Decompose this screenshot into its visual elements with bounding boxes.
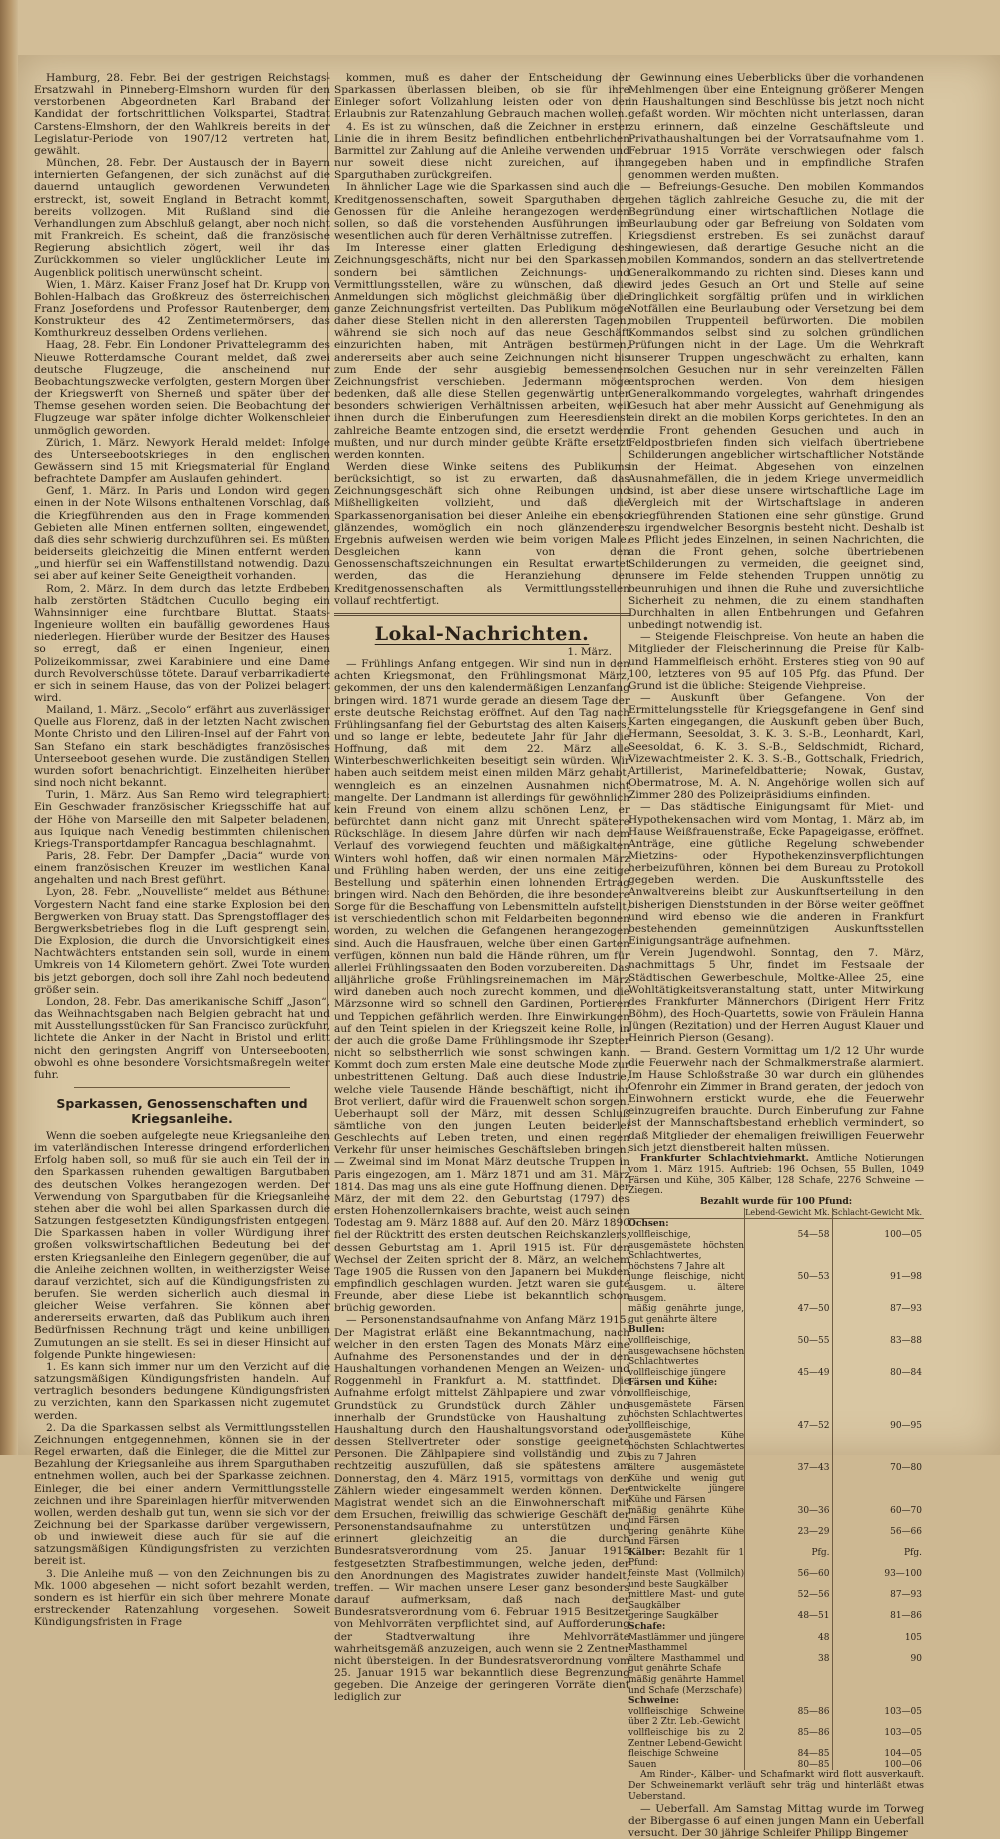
market-price-lebend: 56—60: [745, 1569, 832, 1590]
market-title: Frankfurter Schlachtviehmarkt.: [640, 1152, 809, 1164]
market-row-label: [628, 1633, 745, 1654]
article-paragraph: 2. Da die Sparkassen selbst als Vermittlungsstellen Zeichnungen entgegennehmen, können sie in der Regel erwarten, daß die Einleger, die die Mittel zur Bezahlung der Kriegsanleihe aus ihrem Sparguthaben entnehmen wollen, auch bei der Sparkasse zeichnen. Einleger, die bei einer andern Vermittlungsstelle zeichnen und ihre Spareinlagen hierfür mitverwenden wollen, werden deshalb gut tun, wenn sie sich vor der Zeichnung bei der Sparkasse darüber vergewissern, ob und inwieweit diese auch für sie auf die satzungsmäßigen Kündigungsfristen zu verzichten bereit ist.: [34, 1421, 330, 1568]
news-item-personenstand: — Personenstandsaufnahme von Anfang März 1915. Der Magistrat erläßt eine Bekanntmachung, nach welcher in den ersten Tagen des Monats März eine Aufnahme des Personenstandes und der in den Haushaltungen vorhandenen Mengen an Weizen- und Roggenmehl in Frankfurt a. M. stattfindet. Die Aufnahme erfolgt mittelst Zählpapiere und zwar von Grundstück zu Grundstück durch Zähler und innerhalb der Grundstücke von Haushaltung zu Haushaltung durch den Haushaltungsvorstand oder dessen Stellvertreter oder sonstige geeignete Personen. Die Zählpapiere sind vollständig und zu rechtzeitig auszufüllen, daß sie spätestens am Donnerstag, den 4. März 1915, vormittags von den Zählern wieder eingesammelt werden können. Der Magistrat wendet sich an die Einwohnerschaft mit dem Ersuchen, freiwillig das schwierige Geschäft der Personenstandsaufnahme zu unterstützen und erinnert gleichzeitig an die durch Bundesratsverordnung vom 25. Januar 1915 festgesetzten Strafbestimmungen, welche jeden, der den Anordnungen des Magistrates zuwider handelt, treffen. — Wir machen unsere Leser ganz besonders darauf aufmerksam, daß nach der Bundesratsverordnung vom 6. Februar 1915 Besitzer von Mehlvorräten verpflichtet sind, auf Aufforderung der Stadtverwaltung ihre Mehlvorräte wahrheitsgemäß anzuzeigen, auch wenn sie 2 Zentner nicht übersteigen. In der Bundesratsverordnung vom 25. Januar 1915 war bekanntlich diese Begrenzung gegeben. Die Anzeige der geringeren Vorräte dient lediglich zur: [334, 1314, 630, 1704]
market-price-lebend: 50—55: [745, 1336, 832, 1368]
market-row: [628, 1230, 924, 1272]
market-row: [628, 1569, 924, 1590]
market-row-label: [628, 1506, 745, 1527]
market-price-lebend: [745, 1675, 832, 1696]
market-price-lebend: 48—51: [745, 1611, 832, 1622]
market-description: vollfleischige Schweine über 2 Ztr. Leb.-Gewicht: [628, 1706, 745, 1728]
market-row-label: [628, 1463, 745, 1505]
news-item-gefangene: — Auskunft über Gefangene. Von der Ermittelungsstelle für Kriegsgefangene in Genf sind Karten eingegangen, die Auskunft geben über Buch, Hermann, Seesoldat, 3. K. 3. S.-B., Leonhardt, Karl, Seesoldat, 6. K. 3. S.-B., Seldschmidt, Richard, Vizewachtmeister 2. K. 3. S.-B., Gottschalk, Friedrich, Artillerist, Marinefeldbatterie; Nowak, Gustav, Obermatrose, M. A. N. Angehörige wollen sich auf Zimmer 280 des Polizeipräsidiums einfinden.: [628, 691, 924, 802]
market-price-schlacht: 103—05: [832, 1728, 924, 1749]
article-paragraph: 4. Es ist zu wünschen, daß die Zeichner in erster Linie die in ihrem Besitz befindlichen entbehrlichen Barmittel zur Zahlung auf die Anleihe verwenden und nur soweit diese nicht zureichen, auf ihr Sparguthaben zurückgreifen.: [334, 120, 630, 182]
market-category: Färsen und Kühe:: [628, 1378, 718, 1389]
market-description: vollfleischige, ausgemästete Färsen höchsten Schlachtwertes: [628, 1388, 745, 1421]
market-description: mäßig genährte Kühe und Färsen: [628, 1505, 745, 1527]
market-price-schlacht: 83—88: [832, 1336, 924, 1368]
market-price-lebend: 85—86: [745, 1728, 832, 1749]
market-intro-text: Amtliche Notierungen vom 1. März 1915. Auftrieb: 196 Ochsen, 55 Bullen, 1049 Färsen und Kühe, 305 Kälber, 128 Schafe, 2276 Schweine — Ziegen.: [628, 1152, 925, 1197]
market-row: [628, 1336, 924, 1368]
article-paragraph: In ähnlicher Lage wie die Sparkassen sind auch die Kreditgenossenschaften, soweit Sparguthaben der Genossen für die Anleihe herangezogen werden sollen, so daß die vorstehenden Ausführungen im wesentlichen auch für deren Verhältnisse zutreffen.: [334, 181, 630, 243]
news-item-zuerich: Zürich, 1. März. Newyork Herald meldet: Infolge des Unterseebootskrieges in den englischen Gewässern sind 15 mit Kriegsmaterial für England befrachtete Dampfer am Auslaufen gehindert.: [34, 436, 330, 486]
market-row: [628, 1707, 924, 1728]
market-price-schlacht: 90—95: [832, 1421, 924, 1463]
market-header-schlacht: Schlacht-Gewicht Mk.: [832, 1208, 924, 1219]
news-item-befreiung: — Befreiungs-Gesuche. Den mobilen Kommandos gehen täglich zahlreiche Gesuche zu, die mit der Begründung einer wirtschaftlichen Notlage die Beurlaubung oder gar Befreiung von Soldaten vom Kriegsdienst erstreben. Es sei zunächst darauf hingewiesen, daß derartige Gesuche nicht an die mobilen Kommandos, sondern an das stellvertretende Generalkommando zu richten sind. Dieses kann und wird jedes Gesuch an Ort und Stelle auf seine Dringlichkeit sorgfältig prüfen und in wirklichen Notfällen eine Beurlaubung oder Versetzung bei dem mobilen Truppenteil befürworten. Die mobilen Kommandos selbst sind zu solchen gründlichen Prüfungen nicht in der Lage. Um die Wehrkraft unserer Truppen ungeschwächt zu erhalten, kann solchen Gesuchen nur in sehr vereinzelten Fällen entsprochen werden. Von dem hiesigen Generalkommando vorgelegtes, wahrhaft dringendes Gesuch hat aber mehr Aussicht auf Genehmigung als ein direkt an die mobilen Korps gerichtetes. In den an die Front gehenden Gesuchen und auch in Feldpostbriefen finden sich vielfach übertriebene Schilderungen angeblicher wirtschaftlicher Notstände in der Heimat. Abgesehen von einzelnen Ausnahmefällen, die in jedem Kriege unvermeidlich sind, ist aber diese unsere wirtschaftliche Lage im Vergleich mit der Wirtschaftslage in anderen kriegführenden Stationen eine sehr günstige. Grund zu irgendwelcher Besorgnis besteht nicht. Deshalb ist es Pflicht jedes Einzelnen, in seinen Nachrichten, die an die Front gehen, solche übertriebenen Schilderungen zu vermeiden, die geeignet sind, unsere im Felde stehenden Truppen unnötig zu beunruhigen und ihnen die Ruhe und zuversichtliche Sicherheit zu nehmen, die zu einem standhaften Durchhalten in allen Entbehrungen und Gefahren unbedingt notwendig ist.: [628, 181, 924, 632]
top-margin: [18, 0, 1000, 55]
market-price-lebend: [745, 1219, 832, 1230]
market-table-header: [628, 1208, 924, 1219]
market-price-lebend: [745, 1389, 832, 1421]
market-price-schlacht: 105: [832, 1633, 924, 1654]
market-price-lebend: [745, 1696, 832, 1707]
news-item-wien: Wien, 1. März. Kaiser Franz Josef hat Dr. Krupp von Bohlen-Halbach das Großkreuz des österreichischen Franz Josefordens und Professor Rautenberger, dem Konstrukteur des 42 Zentimetermörsers, das Komthurkreuz desselben Ordens verliehen.: [34, 278, 330, 340]
market-price-schlacht: 81—86: [832, 1611, 924, 1622]
market-row: [628, 1696, 924, 1707]
news-item-fleischpreise: — Steigende Fleischpreise. Von heute an haben die Mitglieder der Fleischerinnung die Preise für Kalb- und Hammelfleisch erhöht. Ersteres stieg von 90 auf 100, letzteres von 95 auf 105 Pfg. das Pfund. Der Grund ist die übliche: Steigende Viehpreise.: [628, 631, 924, 692]
market-row-label: [628, 1219, 745, 1230]
market-row-label: [628, 1230, 745, 1272]
market-subtitle: Bezahlt wurde für 100 Pfund:: [699, 1196, 853, 1208]
market-description: mittlere Mast- und gute Saugkälber: [628, 1590, 745, 1611]
market-row: [628, 1590, 924, 1611]
news-item-muenchen: München, 28. Febr. Der Austausch der in Bayern internierten Gefangenen, der sich zunächst auf die dauernd untauglich gewordenen Verwundeten erstreckt, ist, soweit England in Betracht kommt, bereits vollzogen. Mit Rußland sind die Verhandlungen zum Abschluß gelangt, aber noch nicht mit Frankreich. Es scheint, daß die französische Regierung absichtlich zögert, weil ihr das Zurückkommen so vieler unglücklicher Leute im Augenblick politisch unerwünscht scheint.: [34, 157, 330, 279]
market-row: [628, 1675, 924, 1696]
news-item-lyon: Lyon, 28. Febr. „Nouvelliste“ meldet aus Béthune: Vorgestern Nacht fand eine starke Explosion bei den Bergwerken von Bruay statt. Das Sprengstofflager des Bergwerksbetriebes flog in die Luft gesprengt sein. Die Explosion, die durch die Unvorsichtigkeit eines Nachtwächters entstanden sein soll, wurde in einem Umkreis von 14 Kilometern gehört. Zwei Tote wurden bis jetzt geborgen, doch soll ihre Zahl noch bedeutend größer sein.: [34, 886, 330, 996]
market-price-lebend: 52—56: [745, 1590, 832, 1611]
market-description: vollfleischige, ausgemästete höchsten Schlachtwertes, höchstens 7 Jahre alt: [628, 1230, 745, 1272]
market-category: Ochsen:: [628, 1219, 669, 1230]
market-row: [628, 1633, 924, 1654]
market-row: [628, 1622, 924, 1633]
market-price-schlacht: [832, 1219, 924, 1230]
column-3: [628, 72, 925, 1839]
market-row-label: [628, 1569, 745, 1590]
market-price-lebend: 37—43: [745, 1463, 832, 1505]
market-row-label: [628, 1749, 745, 1760]
book-spine: [0, 0, 18, 1455]
market-price-schlacht: 87—93: [832, 1304, 924, 1325]
news-item-genf: Genf, 1. März. In Paris und London wird gegen einen in der Note Wilsons enthaltenen Vorschlag, daß die Kriegführenden aus den in Frage kommenden Gebieten alle Minen entfernen sollten, eingewendet, daß dies sehr schwierig durchzuführen sei. Es müßten beiderseits gleichzeitig die Minen entfernt werden „und hierfür sei ein Waffenstillstand notwendig. Dazu sei aber auf keiner Seite Geneigtheit vorhanden.: [34, 485, 330, 583]
article-paragraph: Wenn die soeben aufgelegte neue Kriegsanleihe den im vaterländischen Interesse dringend erforderlichen Erfolg haben soll, so muß für sie auch ein Teil der in den Sparkassen ruhenden gewaltigen Bargutbaben des deutschen Volkes herangezogen werden. Der Verwendung von Spargutbaben für die Kriegsanleihe stehen aber die wohl bei allen Sparkassen durch die Satzungen festgesetzten Kündigungsfristen entgegen. Die Sparkassen haben in voller Würdigung ihrer großen volkswirtschaftlichen Bedeutung bei der ersten Kriegsanleihe den Einlegern gegenüber, die auf die Anleihe zeichnen wollten, in weitherzigster Weise darauf verzichtet, sich auf die Kündigungsfristen zu berufen. Sie werden sicherlich auch diesmal in gleicher Weise verfahren. Sie können aber andererseits erwarten, daß das Publikum auch ihren Bedürfnissen Rechnung trägt und keine unbilligen Zumutungen an sie stellt. Es sei in dieser Hinsicht auf folgende Punkte hingewiesen:: [34, 1129, 330, 1361]
market-row-label: [628, 1527, 745, 1548]
section-divider: [74, 1087, 290, 1088]
news-item-brand: — Brand. Gestern Vormittag um 1/2 12 Uhr wurde die Feuerwehr nach der Schmalkmerstraße alarmiert. Im Hause Schloßstraße 30 war durch ein glühendes Ofenrohr ein Zimmer in Brand geraten, der jedoch von Einwohnern erstickt wurde, ehe die Feuerwehr einzugreifen brauchte. Durch Einberufung zur Fahne ist der Mannschaftsbestand erheblich vermindert, so daß Mitglieder der ehemaligen freiwilligen Feuerwehr sich jetzt dienstbereit halten müssen.: [628, 1044, 924, 1154]
market-row: [628, 1378, 924, 1389]
market-description: vollfleischige, ausgewachsene höchsten Schlachtwertes: [628, 1336, 745, 1368]
news-item-jugendwohl: Verein Jugendwohl. Sonntag, den 7. März, nachmittags 5 Uhr, findet im Festsaale der Städtischen Gewerbeschule, Moltke-Allee 25, eine Wohltätigkeitsveranstaltung statt, unter Mitwirkung des Frankfurter Männerchors (Dirigent Herr Fritz Böhm), des Hoch-Quartetts, sowie von Fräulein Hanna Jüngen (Rezitation) und der Herren August Klauer und Heinrich Pierson (Gesang).: [628, 947, 924, 1045]
market-row-label: [628, 1707, 745, 1728]
market-row-label: [628, 1378, 745, 1389]
market-description: mäßig genährte junge, gut genährte ältere: [628, 1304, 745, 1325]
news-item-ueberfall: — Ueberfall. Am Samstag Mittag wurde im Torweg der Bibergasse 6 auf einen jungen Mann ein Ueberfall versucht. Der 30 jährige Schleifer Philipp Bingemer: [628, 1802, 924, 1839]
market-row-label: [628, 1304, 745, 1325]
market-description: Bezahlt für 1 Pfund:: [628, 1547, 745, 1569]
news-item-fruehling: — Frühlings Anfang entgegen. Wir sind nun in den achten Kriegsmonat, den Frühlingsmonat März, gekommen, der uns den kalendermäßigen Lenzanfang bringen wird. 1871 wurde gerade an diesem Tage der erste deutsche Reichstag eröffnet. Auf den Tag nach Frühlingsanfang fiel der Geburtstag des alten Kaisers, und so lange er lebte, bedeutete Jahr für Jahr die Hoffnung, daß mit dem 22. März alle Winterbeschwerlichkeiten beseitigt sein würden. Wir haben auch seitdem meist einen milden März gehabt, wenngleich es an einzelnen Ausnahmen nicht mangelte. Der Landmann ist allerdings für gewöhnlich kein Freund von einem allzu schönen Lenz, er befürchtet dann nicht ganz mit Unrecht spätere Rückschläge. In diesem Jahre dürfen wir nach dem Verlauf des vorwiegend feuchten und mäßigkalten Winters wohl hoffen, daß wir einen normalen März und Frühling haben werden, der uns eine zeitige Bestellung und späterhin einen lohnenden Ertrag bringen wird. Nach den Behörden, die ihre besondere Sorge für die Beschaffung von Lebensmitteln aufstellt, ist verschiedentlich schon mit Feldarbeiten begonnen worden, zu welchen die Gefangenen herangezogen sind. Auch die Hausfrauen, welche über einen Garten verfügen, können nun bald die Hände rühren, um für allerlei Frühlingssaaten den Boden vorzubereiten. Das alljährliche große Frühlingsreinemachen im März wird daneben auch noch zurecht kommen, und die Märzsonne wird so schnell den Gardinen, Portieren und Teppichen gefährlich werden. Ihre Einwirkungen auf den Teint spielen in der Kriegszeit keine Rolle, in der auch die große Dame Frühlingsmode ihr Szepter nicht so selbstherrlich wie sonst schwingen kann. Kommt doch zum ersten Male eine deutsche Mode zur unbestrittenen Geltung. Daß auch diese Industrie, welche viele Tausende Hände beschäftigt, nicht ihr Brot verliert, dafür wird die Frauenwelt schon sorgen. Ueberhaupt soll der März, mit dessen Schluß sämtliche von den jungen Leuten beiderlei Geschlechts auf Leben treten, und einen regen Verkehr für unser heimisches Geschäftsleben bringen. — Zweimal sind im Monat März deutsche Truppen in Paris eingezogen, am 1. März 1871 und am 31. März 1814. Das mag uns als eine gute Hoffnung dienen. Der März, der mit dem 22. den Geburtstag (1797) des ersten Hohenzollernkaisers brachte, weist auch seinen Todestag am 9. März 1888 auf. Auf den 20. März 1890 fiel der Rücktritt des ersten deutschen Reichskanzlers, dessen Geburtstag am 1. April 1915 ist. Für den Wechsel der Zeiten spricht der 8. März, an welchem Tage 1905 die Russen von den Japanern bei Mukden empfindlich geschlagen wurden. Jetzt waren sie gute Freunde, aber diese Liebe ist bekanntlich schon brüchig geworden.: [334, 658, 630, 1315]
market-price-schlacht: 91—98: [832, 1272, 924, 1304]
market-row: [628, 1368, 924, 1379]
market-row-label: [628, 1611, 745, 1622]
market-description: fleischige Schweine: [628, 1749, 719, 1760]
market-description: geringe Saugkälber: [628, 1611, 719, 1622]
market-row: [628, 1654, 924, 1675]
market-price-lebend: 45—49: [745, 1368, 832, 1379]
market-price-lebend: 50—53: [745, 1272, 832, 1304]
market-category: Bullen:: [628, 1325, 665, 1336]
market-description: Sauen: [628, 1759, 657, 1770]
market-row: [628, 1506, 924, 1527]
column-1: [34, 72, 330, 1629]
market-price-schlacht: [832, 1378, 924, 1389]
market-row: [628, 1749, 924, 1760]
market-price-schlacht: 103—05: [832, 1707, 924, 1728]
market-row-label: [628, 1590, 745, 1611]
market-description: vollfleischige jüngere: [628, 1367, 726, 1378]
market-price-schlacht: 56—66: [832, 1527, 924, 1548]
market-price-lebend: 23—29: [745, 1527, 832, 1548]
market-price-schlacht: [832, 1389, 924, 1421]
section-heading-lokal-nachrichten: Lokal-Nachrichten.: [374, 622, 590, 645]
market-price-schlacht: [832, 1696, 924, 1707]
market-price-schlacht: [832, 1622, 924, 1633]
article-paragraph: 3. Die Anleihe muß — von den Zeichnungen bis zu Mk. 1000 abgesehen — nicht sofort bezahlt werden, sondern es ist hierfür ein sich über mehrere Monate erstreckender Ratenzahlung vorgesehen. Soweit Kündigungsfristen in Frage: [34, 1567, 330, 1629]
market-row: [628, 1219, 924, 1230]
section-date: 1. März.: [567, 645, 612, 658]
market-description: vollfleischige bis zu 2 Zentner Lebend-Gewicht: [628, 1727, 745, 1749]
market-price-schlacht: 70—80: [832, 1463, 924, 1505]
news-item-einigungsamt: — Das städtische Einigungsamt für Miet- und Hypothekensachen wird vom Montag, 1. März ab, im Hause Weißfrauenstraße, Ecke Papageigasse, eröffnet. Anträge, eine gütliche Regelung schwebender Mietzins- oder Hypothekenzinsverpflichtungen herbeizuführen, können bei dem Bureau zu Protokoll gegeben werden. Die Auskunftsstelle des Anwaltvereins bleibt zur Auskunftserteilung in den bisherigen Dienststunden in der Börse weiter geöffnet und wird ebenso wie die anderen in Frankfurt bestehenden gemeinnützigen Auskunftsstellen Einigungsanträge aufnehmen.: [628, 801, 924, 948]
market-price-lebend: 54—58: [745, 1230, 832, 1272]
market-row: [628, 1421, 924, 1463]
market-category: Schafe:: [628, 1622, 666, 1633]
market-row-label: [628, 1548, 745, 1569]
section-divider: [334, 613, 630, 616]
market-description: gering genährte Kühe und Färsen: [628, 1526, 745, 1548]
market-row-label: [628, 1622, 745, 1633]
market-description: Mastlämmer und jüngere Masthammel: [628, 1632, 745, 1654]
market-row: [628, 1272, 924, 1304]
article-paragraph: Werden diese Winke seitens des Publikums berücksichtigt, so ist zu erwarten, daß das Zeichnungsgeschäft sich ohne Reibungen und Mißhelligkeiten vollzieht, und daß die Sparkassenorganisation bei dieser Anleihe ein ebenso glänzendes, womöglich ein noch glänzenderes Ergebnis aufweisen werden wie beim vorigen Male. Desgleichen kann von den Genossenschaftszeichnungen ein Resultat erwartet werden, das die Heranziehung der Kreditgenossenschaften als Vermittlungsstellen vollauf rechtfertigt.: [334, 461, 630, 607]
market-price-schlacht: Pfg.: [832, 1548, 924, 1569]
market-row-label: [628, 1654, 745, 1675]
market-price-lebend: 38: [745, 1654, 832, 1675]
article-paragraph: 1. Es kann sich immer nur um den Verzicht auf die satzungsmäßigen Kündigungsfristen handeln. Auf vertraglich besonders bedungene Kündigungsfristen zu verzichten, kann den Sparkassen nicht zugemutet werden.: [34, 1360, 330, 1422]
market-description: junge fleischige, nicht ausgem. u. ältere ausgem.: [628, 1272, 745, 1304]
market-description: ältere ausgemästete Kühe und wenig gut entwickelte jüngere Kühe und Färsen: [628, 1463, 745, 1505]
market-description: ältere Masthammel und gut genährte Schafe: [628, 1653, 745, 1675]
market-price-schlacht: 100—05: [832, 1230, 924, 1272]
market-price-schlacht: 104—05: [832, 1749, 924, 1760]
news-item-haag: Haag, 28. Febr. Ein Londoner Privattelegramm des Nieuwe Rotterdamsche Courant meldet, daß zwei deutsche Flugzeuge, die anscheinend nur Beobachtungszwecke verfolgten, gestern Morgen über der Kriegswerft von Sherneß und später über der Themse gesehen worden seien. Die Beobachtung der Flugzeuge war später infolge dichter Wolkenschleier unmöglich geworden.: [34, 339, 330, 437]
news-item-mailand: Mailand, 1. März. „Secolo“ erfährt aus zuverlässiger Quelle aus Florenz, daß in der letzten Nacht zwischen Monte Christo und den Liliren-Insel auf der Fahrt von San Stefano ein stark beschädigtes französisches Unterseeboot gesehen wurde. Die zuständigen Stellen wurden sofort benachrichtigt. Einzelheiten hierüber sind noch nicht bekannt.: [34, 704, 330, 790]
market-description: mäßig genährte Hammel und Schafe (Merzschafe): [628, 1675, 745, 1696]
news-item-london: London, 28. Febr. Das amerikanische Schiff „Jason“, das Weihnachtsgaben nach Belgien gebracht hat und mit Ausstellungsstücken für San Francisco zurückfuhr, lichtete die Anker in der Nacht in Bristol und erlitt nicht den geringsten Angriff von Unterseebooten, obwohl es ohne besondere Vorsichtsmaßregeln weiter fuhr.: [34, 995, 330, 1081]
news-item-hamburg: Hamburg, 28. Febr. Bei der gestrigen Reichstags-Ersatzwahl in Pinneberg-Elmshorn wurden für den verstorbenen Abgeordneten Karl Braband der Kandidat der fortschrittlichen Volkspartei, Stadtrat Carstens-Elmshorn, der den Wahlkreis bereits in der Legislatur-Periode von 1907/12 vertreten hat, gewählt.: [34, 72, 330, 157]
market-price-lebend: 48: [745, 1633, 832, 1654]
market-category: Schweine:: [628, 1696, 680, 1707]
market-row: [628, 1389, 924, 1421]
market-price-lebend: 47—50: [745, 1304, 832, 1325]
market-table: [628, 1208, 924, 1770]
market-price-schlacht: 90: [832, 1654, 924, 1675]
market-row: [628, 1325, 924, 1336]
market-description: vollfleischige, ausgemästete Kühe höchsten Schlachtwertes bis zu 7 Jahren: [628, 1420, 745, 1463]
market-row-label: [628, 1675, 745, 1696]
market-price-lebend: [745, 1325, 832, 1336]
market-row-label: [628, 1421, 745, 1463]
market-row-label: [628, 1272, 745, 1304]
market-row: [628, 1548, 924, 1569]
market-price-schlacht: 93—100: [832, 1569, 924, 1590]
market-header-lebend: Lebend-Gewicht Mk.: [745, 1208, 832, 1219]
market-price-schlacht: [832, 1675, 924, 1696]
market-price-schlacht: 87—93: [832, 1590, 924, 1611]
article-paragraph: Gewinnung eines Ueberblicks über die vorhandenen Mehlmengen über eine Enteignung größerer Mengen in Haushaltungen sind Beschlüsse bis jetzt noch nicht gefaßt worden. Wir möchten nicht unterlassen, daran zu erinnern, daß einzelne Geschäftsleute und Privathaushaltungen bei der Vorratsaufnahme vom 1. Februar 1915 Vorräte verschwiegen oder falsch angegeben haben und in empfindliche Strafen genommen werden mußten.: [628, 72, 924, 182]
market-row: [628, 1611, 924, 1622]
market-description: feinste Mast (Vollmilch) und beste Saugkälber: [628, 1569, 745, 1590]
market-intro: [628, 1154, 924, 1197]
market-price-lebend: 84—85: [745, 1749, 832, 1760]
market-row: [628, 1304, 924, 1325]
news-item-rom: Rom, 2. März. In dem durch das letzte Erdbeben halb zerstörten Städtchen Cucullo beging ein Wahnsinniger eine furchtbare Bluttat. Staats-Ingenieure wollten ein baufällig gewordenes Haus niederlegen. Hierüber wurde der Besitzer des Hauses so erregt, daß er einen Ingenieur, einen Polizeikommissar, zwei Karabiniere und eine Dame durch Revolverschüsse tötete. Darauf verbarrikadierte er sich in seinem Hause, das von der Polizei belagert wird.: [34, 582, 330, 704]
market-price-schlacht: 60—70: [832, 1506, 924, 1527]
market-row-label: [628, 1368, 745, 1379]
news-item-turin: Turin, 1. März. Aus San Remo wird telegraphiert: Ein Geschwader französischer Kriegsschiffe hat auf der Höhe von Marseille den mit Salpeter beladenen, aus Iquique nach Venedig bestimmten chilenischen Kriegs-Transportdampfer Rancagua beschlagnahmt.: [34, 789, 330, 850]
market-price-lebend: 85—86: [745, 1707, 832, 1728]
market-footnote: Am Rinder-, Kälber- und Schafmarkt wird flott ausverkauft. Der Schweinemarkt verläuft sehr träg und hinterläßt etwas Ueberstand.: [628, 1769, 924, 1802]
market-row-label: [628, 1389, 745, 1421]
market-row-label: [628, 1696, 745, 1707]
market-price-lebend: 47—52: [745, 1421, 832, 1463]
market-row: [628, 1728, 924, 1749]
market-row-label: [628, 1336, 745, 1368]
market-price-schlacht: [832, 1325, 924, 1336]
column-2: [334, 72, 630, 1704]
market-price-lebend: 30—36: [745, 1506, 832, 1527]
section-heading-sparkassen: Sparkassen, Genossenschaften und Kriegsanleihe.: [56, 1095, 308, 1126]
market-price-lebend: 80—85: [745, 1760, 832, 1771]
market-row-label: [628, 1325, 745, 1336]
market-row: [628, 1463, 924, 1505]
market-price-schlacht: 100—06: [832, 1760, 924, 1771]
market-row: [628, 1527, 924, 1548]
article-paragraph: kommen, muß es daher der Entscheidung der Sparkassen überlassen bleiben, ob sie für ihre Einleger sofort Vollzahlung leisten oder von der Erlaubnis zur Ratenzahlung Gebrauch machen wollen.: [334, 72, 630, 121]
market-price-lebend: [745, 1378, 832, 1389]
news-item-paris: Paris, 28. Febr. Der Dampfer „Dacia“ wurde von einem französischen Kreuzer im westlichen Kanal angehalten und nach Brest geführt.: [34, 850, 330, 887]
market-category: Kälber:: [628, 1547, 666, 1558]
market-price-schlacht: 80—84: [832, 1368, 924, 1379]
article-paragraph: Im Interesse einer glatten Erledigung des Zeichnungsgeschäfts, nicht nur bei den Sparkassen, sondern bei sämtlichen Zeichnungs- und Vermittlungsstellen, wäre zu wünschen, daß die Anmeldungen sich möglichst gleichmäßig über die ganze Zeichnungsfrist verteilten. Das Publikum möge daher diese Stellen nicht in den allerersten Tagen, während sie sich noch auf das neue Geschäft einzurichten haben, mit Anträgen bestürmen, andererseits aber auch seine Zeichnungen nicht bis zum Ende der sehr ausgiebig bemessenen Zeichnungsfrist verschieben. Jedermann möge bedenken, daß alle diese Stellen gegenwärtig unter besonders schwierigen Verhältnissen arbeiten, weil ihnen durch die Einberufungen zum Heeresdienst zahlreiche Beamte entzogen sind, die ersetzt werden mußten, und nur durch minder geübte Kräfte ersetzt werden konnten.: [334, 242, 630, 461]
market-row-label: [628, 1728, 745, 1749]
market-price-lebend: Pfg.: [745, 1548, 832, 1569]
market-price-lebend: [745, 1622, 832, 1633]
